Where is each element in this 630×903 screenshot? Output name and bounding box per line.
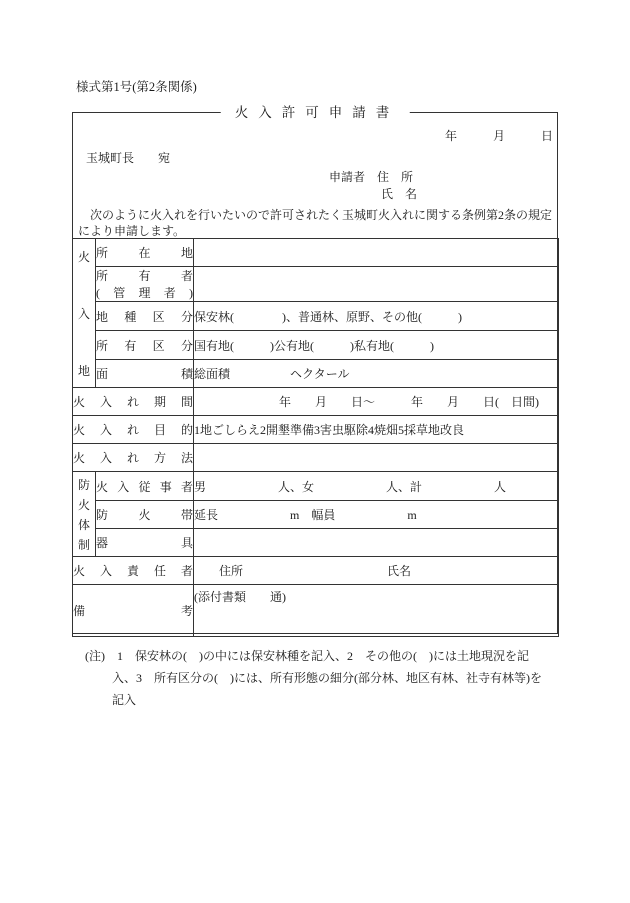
location-label: 所在地 [96,239,194,267]
statement-line-1: 次のように火入れを行いたいので許可されたく玉城町火入れに関する条例第2条の規定 [90,208,553,222]
owner-label-line: 所有者 [96,269,193,283]
application-statement [73,207,557,239]
addressee-line: 玉城町長 宛 [86,151,171,165]
date-line: 年 月 日 [444,129,553,143]
method-label: 火入れ方法 [73,444,194,472]
table-row [73,529,559,557]
land-group-char: 地 [77,363,90,378]
purpose-field: 1地ごしらえ2開墾準備3害虫駆除4焼畑5採草地改良 [194,416,559,444]
form-title: 火入許可申請書 [221,104,410,121]
fire-prevention-char: 火 [77,497,90,512]
table-row [73,416,559,444]
fire-prevention-char: 制 [77,537,90,552]
footnote-line-1: (注) 1 保安林の( )の中には保安林種を記入、2 その他の( )には土地現況を記 [85,649,529,663]
method-field [194,444,559,472]
owner-field [194,267,559,302]
statement-line-2: により申請します。 [78,224,186,238]
table-row [73,501,559,529]
applicant-address-label: 申請者 住 所 [329,170,414,184]
fire-prevention-vertical-label [73,473,95,556]
owner-label [96,267,194,302]
table-row [73,267,559,302]
table-row [73,388,559,416]
table-row [73,444,559,472]
table-row [73,472,559,501]
responsible-person-label: 火入責任者 [73,557,194,585]
land-group-vertical-label [73,241,95,386]
table-row [73,331,559,360]
remarks-label: 備考 [73,585,194,637]
fire-prevention-group-header [73,472,96,557]
fire-prevention-char: 体 [77,517,90,532]
table-row [73,239,559,267]
firebreak-label: 防火帯 [96,501,194,529]
land-group-char: 入 [77,306,90,321]
owner-label-line: (管理者) [96,286,193,300]
equipment-field [194,529,559,557]
footnote-line-3: 記入 [112,693,137,707]
ownership-label: 所有区分 [96,331,194,360]
equipment-label: 器具 [96,529,194,557]
purpose-label: 火入れ目的 [73,416,194,444]
table-row [73,585,559,637]
footnotes [85,645,567,711]
table-row [73,557,559,585]
application-table [72,238,559,637]
land-group-header [73,239,96,388]
workers-label: 火入従事者 [96,472,194,501]
applicant-name-label: 氏 名 [381,187,418,201]
table-row [73,360,559,388]
land-type-label: 地種区分 [96,302,194,331]
remarks-field: (添付書類 通) [194,585,559,637]
land-group-char: 火 [77,249,90,264]
application-form-box [72,105,558,634]
area-label: 面積 [96,360,194,388]
period-field: 年 月 日〜 年 月 日( 日間) [194,388,559,416]
responsible-person-field: 住所 氏名 [194,557,559,585]
workers-field: 男 人、女 人、計 人 [194,472,559,501]
period-label: 火入れ期間 [73,388,194,416]
footnote-line-2: 入、3 所有区分の( )には、所有形態の細分(部分林、地区有林、社寺有林等)を [112,671,542,685]
firebreak-field: 延長 m 幅員 m [194,501,559,529]
table-row [73,302,559,331]
area-field: 総面積 ヘクタール [194,360,559,388]
location-field [194,239,559,267]
fire-prevention-char: 防 [77,477,90,492]
form-code: 様式第1号(第2条関係) [76,80,197,94]
ownership-field: 国有地( )公有地( )私有地( ) [194,331,559,360]
land-type-field: 保安林( )、普通林、原野、その他( ) [194,302,559,331]
